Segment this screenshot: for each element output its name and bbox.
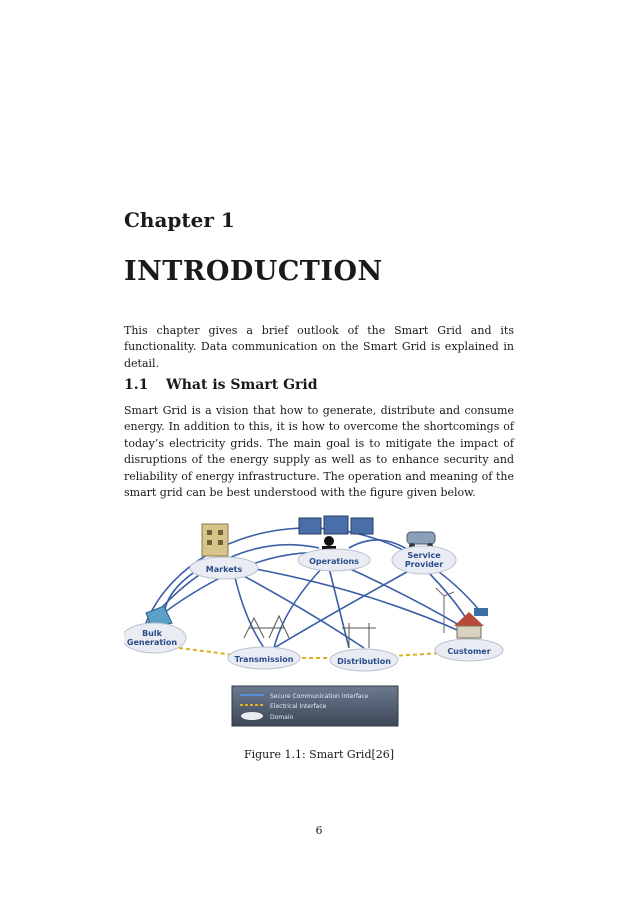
section-paragraph: Smart Grid is a vision that how to generate, distribute and consume energy. In addition to this, it is how to overcome the shortcomings of today’s electricity grids. The main goal is to mitigate the impact of disruptions of the energy supply as well as to enhance security and reliability of energy infrastructure. The operation and meaning of the smart grid can be best understood with the figure given below. (124, 404, 514, 500)
comm-link-service-transmission (274, 568, 414, 648)
electric-link-distribution-customer (392, 653, 442, 656)
comm-link-markets-customer (239, 566, 464, 633)
bulk-generation-label-line2: Generation (126, 638, 178, 647)
service-provider-label-line1: Service (407, 551, 441, 560)
service-vehicle-icon (407, 532, 435, 544)
chapter-title: INTRODUCTION (124, 256, 383, 287)
operations-monitor-icon (299, 518, 321, 534)
comm-link-operations-distribution (329, 568, 349, 648)
service-provider-domain (392, 532, 456, 574)
bulk-generation-domain (124, 606, 186, 653)
legend-secure-communication: Secure Communication Interface (270, 693, 369, 700)
service-provider-label-line2: Provider (404, 560, 444, 569)
section-heading (124, 377, 318, 393)
markets-building-icon (202, 524, 228, 556)
customer-label: Customer (447, 647, 491, 656)
distribution-label: Distribution (337, 657, 391, 666)
distribution-domain (330, 623, 398, 671)
legend-domain-shape (241, 712, 263, 720)
transmission-domain (228, 616, 300, 669)
figure-caption: Figure 1.1: Smart Grid[26] (243, 748, 395, 761)
bulk-generation-label-line1: Bulk (142, 629, 162, 638)
intro-paragraph: This chapter gives a brief outlook of the Smart Grid and its functionality. Data communication on the Smart Grid is explained in detail. (124, 324, 514, 370)
figure-legend (232, 686, 398, 726)
wind-turbine-icon (436, 588, 454, 633)
operations-label: Operations (309, 557, 359, 566)
transmission-label: Transmission (234, 655, 294, 664)
substation-icon (244, 616, 289, 638)
operator-icon (324, 536, 334, 546)
communication-links (144, 528, 484, 648)
legend-domain: Domain (270, 714, 294, 721)
legend-electrical-interface: Electrical Interface (270, 703, 327, 710)
page-number: 6 (315, 824, 323, 837)
operations-domain (298, 516, 373, 571)
electrical-links (179, 648, 442, 658)
chapter-label: Chapter 1 (124, 208, 235, 232)
smart-grid-diagram (124, 488, 516, 738)
markets-label: Markets (205, 565, 243, 574)
smart-grid-figure (124, 488, 516, 738)
section-title: What is Smart Grid (166, 377, 318, 393)
solar-panel-icon (474, 608, 488, 616)
section-number: 1.1 (124, 377, 149, 393)
